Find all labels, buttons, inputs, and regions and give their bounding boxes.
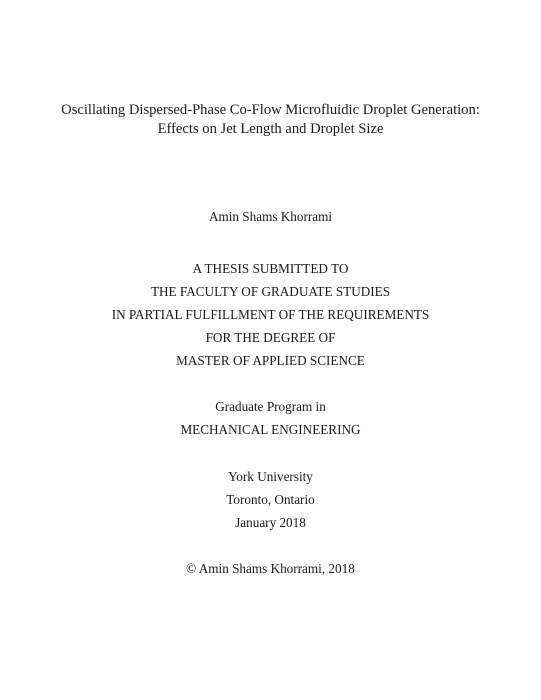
program-name: MECHANICAL ENGINEERING	[180, 422, 361, 437]
submission-line-1: A THESIS SUBMITTED TO	[192, 261, 349, 276]
submission-line-3: IN PARTIAL FULFILLMENT OF THE REQUIREMENTS	[111, 307, 430, 322]
program-label: Graduate Program in	[215, 399, 326, 414]
university-name: York University	[228, 469, 313, 484]
author-name: Amin Shams Khorrami	[208, 209, 333, 224]
thesis-title-line-2: Effects on Jet Length and Droplet Size	[157, 121, 384, 137]
university-location: Toronto, Ontario	[226, 492, 315, 507]
submission-date: January 2018	[235, 515, 306, 530]
submission-line-2: THE FACULTY OF GRADUATE STUDIES	[150, 284, 391, 299]
copyright-notice: © Amin Shams Khorrami, 2018	[186, 561, 355, 576]
submission-line-4: FOR THE DEGREE OF	[205, 330, 336, 345]
submission-line-5: MASTER OF APPLIED SCIENCE	[176, 353, 365, 368]
thesis-title-line-1: Oscillating Dispersed-Phase Co-Flow Microfluidic Droplet Generation:	[61, 102, 480, 118]
